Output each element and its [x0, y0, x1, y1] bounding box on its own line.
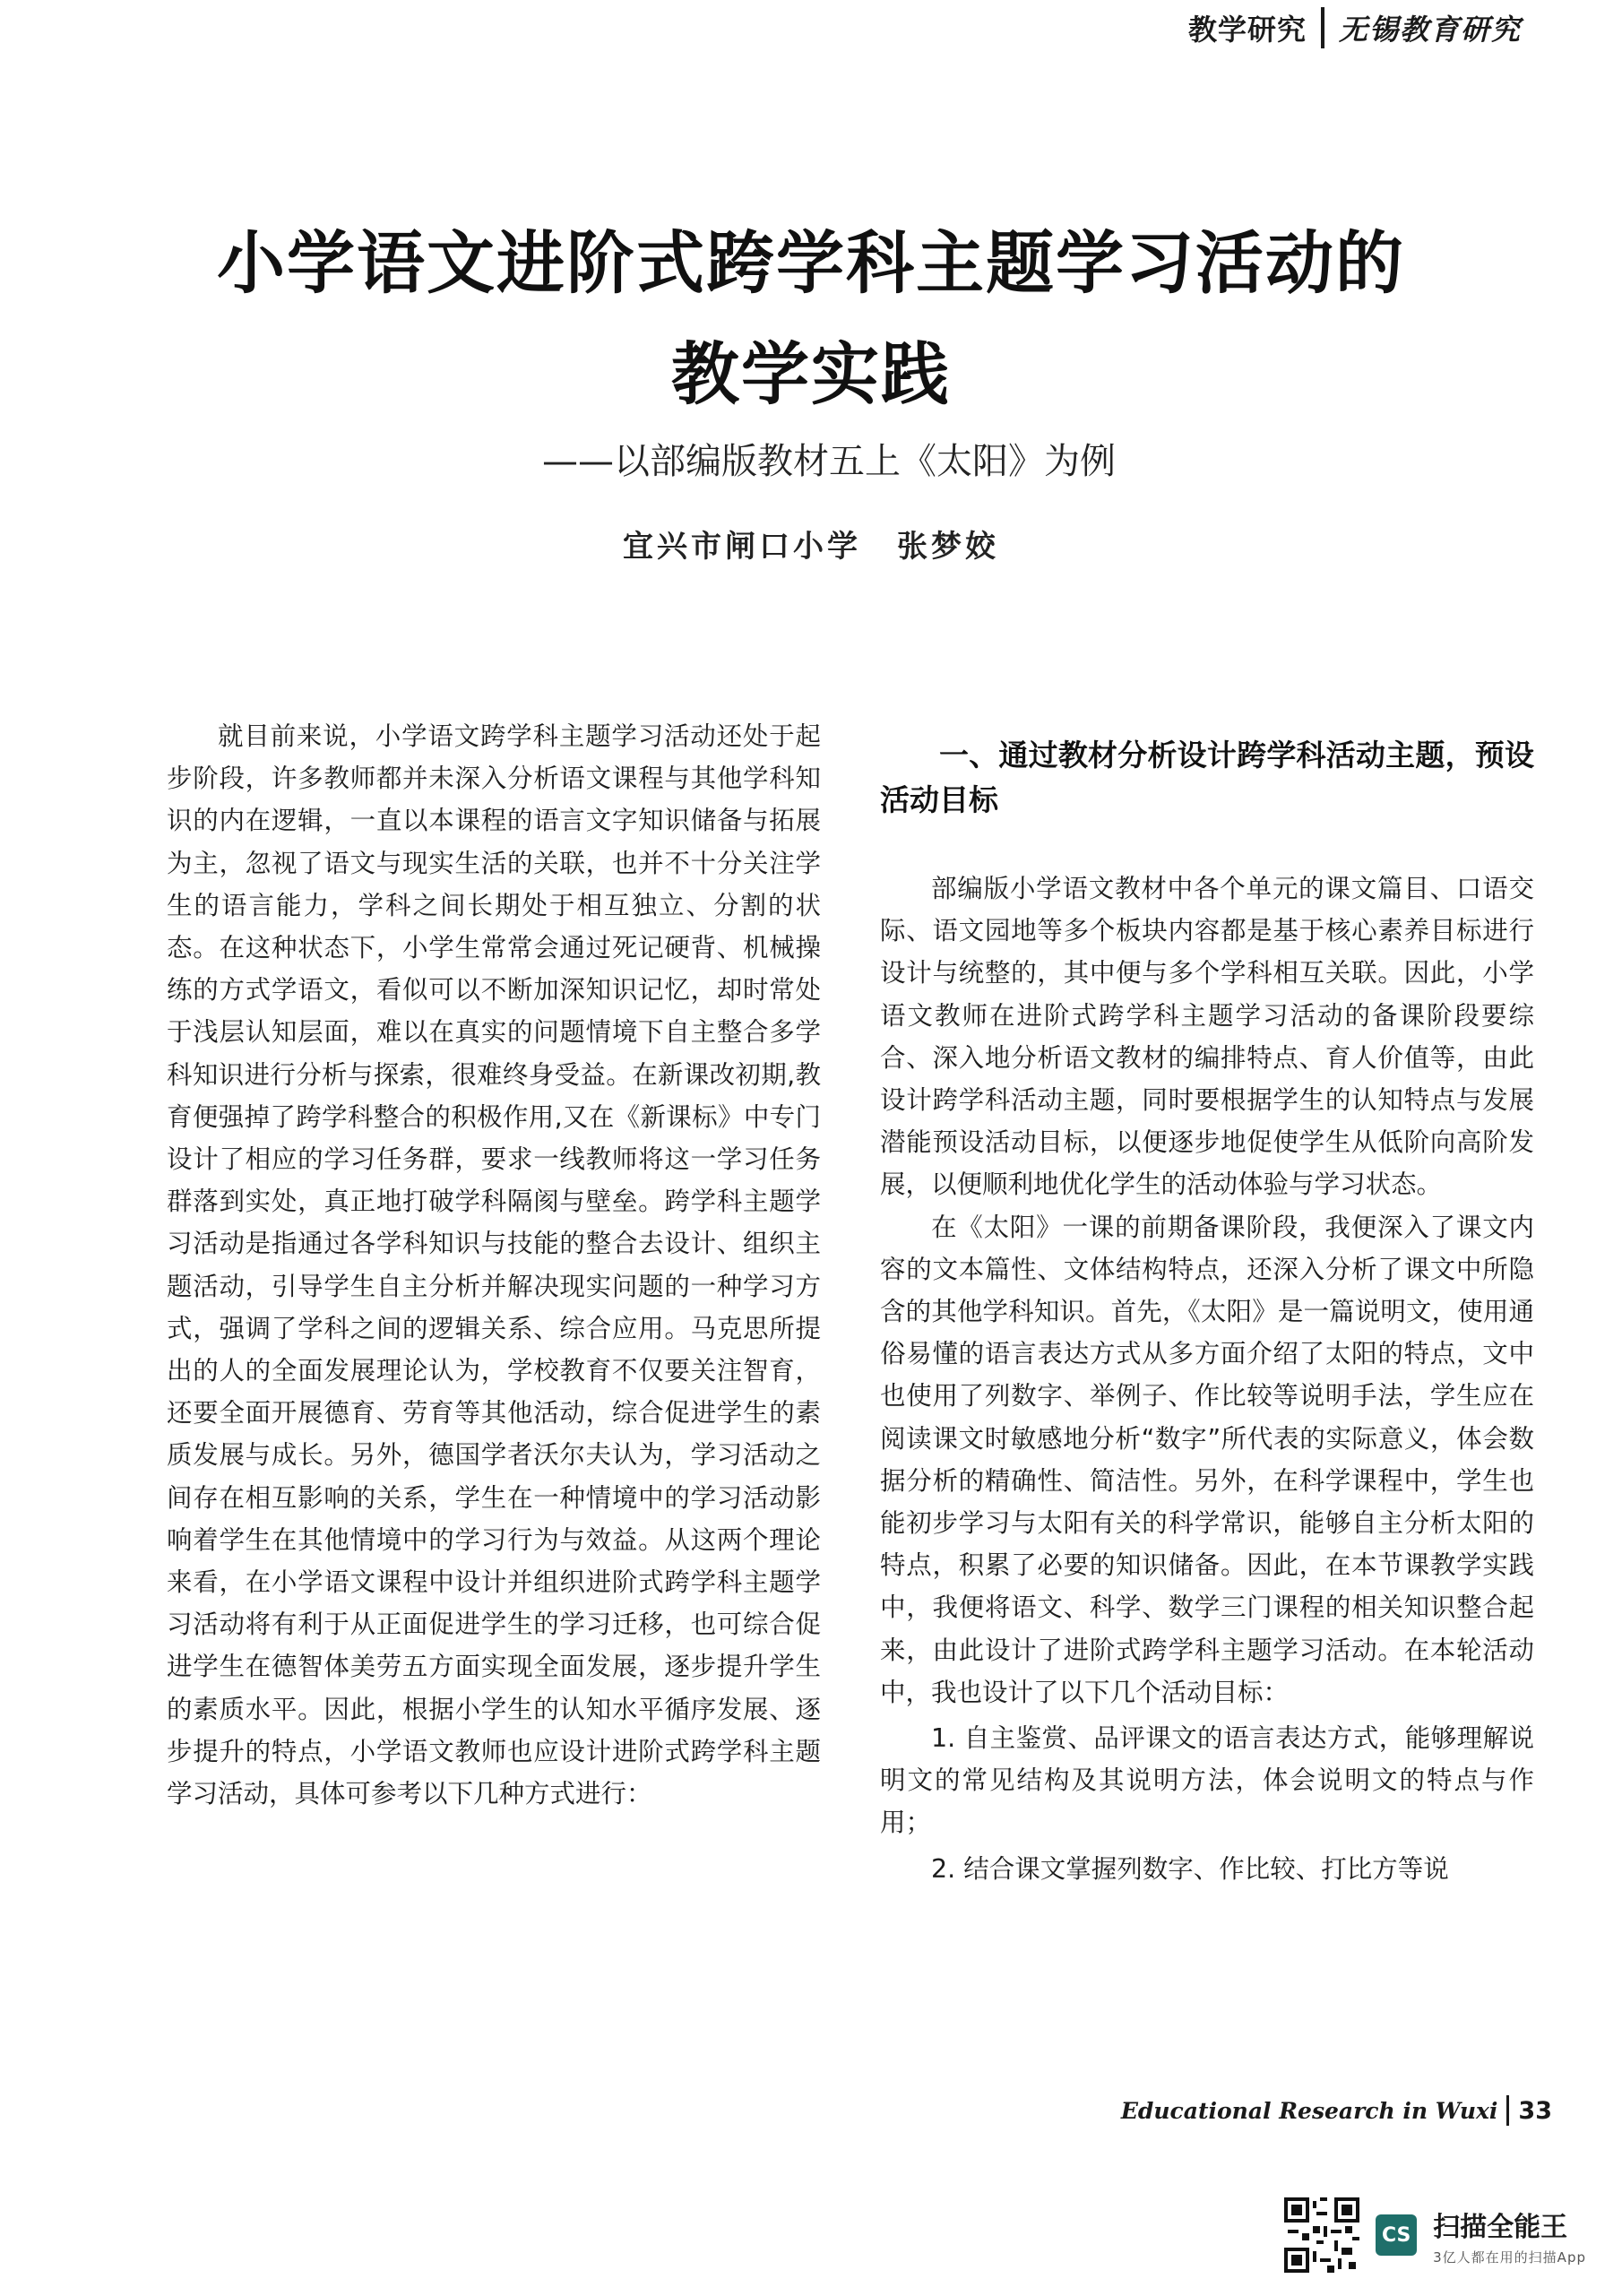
journal-name: 无锡教育研究 — [1338, 13, 1522, 47]
left-column — [167, 715, 821, 1815]
article-title — [0, 208, 1622, 430]
watermark-text — [1433, 2205, 1586, 2266]
body-paragraph: 在《太阳》一课的前期备课阶段，我便深入了课文内容的文本篇性、文体结构特点，还深入分析了课文中所隐含的其他学科知识。首先，《太阳》是一篇说明文，使用通俗易懂的语言表达方式从多方面介绍了太阳的特点，文中也使用了列数字、举例子、作比较等说明手法，学生应在阅读课文时敏感地分析“数字”所代表的实际意义，体会数据分析的精确性、简洁性。另外，在科学课程中，学生也能初步学习与太阳有关的科学常识，能够自主分析太阳的特点，积累了必要的知识储备。因此，在本节课教学实践中，我便将语文、科学、数学三门课程的相关知识整合起来，由此设计了进阶式跨学科主题学习活动。在本轮活动中，我也设计了以下几个活动目标： — [880, 1212, 1534, 1707]
watermark-tagline: 3亿人都在用的扫描App — [1433, 2249, 1586, 2266]
scanner-watermark — [1284, 2197, 1586, 2273]
page-number: 33 — [1518, 2096, 1552, 2125]
title-line-2: 教学实践 — [671, 334, 951, 414]
body-paragraph: 就目前来说，小学语文跨学科主题学习活动还处于起步阶段，许多教师都并未深入分析语文课程与其他学科知识的内在逻辑，一直以本课程的语言文字知识储备与拓展为主，忽视了语文与现实生活的关联，也并不十分关注学生的语言能力，学科之间长期处于相互独立、分割的状态。在这种状态下，小学生常常会通过死记硬背、机械操练的方式学语文，看似可以不断加深知识记忆，却时常处于浅层认知层面，难以在真实的问题情境下自主整合多学科知识进行分析与探索，很难终身受益。在新课改初期,教育便强掉了跨学科整合的积极作用,又在《新课标》中专门设计了相应的学习任务群，要求一线教师将这一学习任务群落到实处，真正地打破学科隔阂与壁垒。跨学科主题学习活动是指通过各学科知识与技能的整合去设计、组织主题活动，引导学生自主分析并解决现实问题的一种学习方式，强调了学科之间的逻辑关系、综合应用。马克思所提出的人的全面发展理论认为，学校教育不仅要关注智育，还要全面开展德育、劳育等其他活动，综合促进学生的素质发展与成长。另外，德国学者沃尔夫认为，学习活动之间存在相互影响的关系，学生在一种情境中的学习活动影响着学生在其他情境中的学习行为与效益。从这两个理论来看，在小学语文课程中设计并组织进阶式跨学科主题学习活动将有利于从正面促进学生的学习迁移，也可综合促进学生在德智体美劳五方面实现全面发展，逐步提升学生的素质水平。因此，根据小学生的认知水平循序发展、逐步提升的特点，小学语文教师也应设计进阶式跨学科主题学习活动，具体可参考以下几种方式进行： — [167, 721, 821, 1809]
right-column — [880, 715, 1534, 1890]
list-item: 2. 结合课文掌握列数字、作比较、打比方等说 — [931, 1853, 1449, 1884]
article-subtitle: ——以部编版教材五上《太阳》为例 — [542, 441, 1116, 482]
section-heading: 一、通过教材分析设计跨学科活动主题，预设活动目标 — [880, 738, 1534, 817]
page-footer — [1121, 2095, 1552, 2126]
byline — [0, 522, 1622, 565]
footer-divider — [1506, 2095, 1509, 2126]
title-line-1: 小学语文进阶式跨学科主题学习活动的 — [217, 223, 1405, 303]
running-header — [1188, 7, 1522, 48]
body-paragraph: 部编版小学语文教材中各个单元的课文篇目、口语交际、语文园地等多个板块内容都是基于核心素养目标进行设计与统整的，其中便与多个学科相互关联。因此，小学语文教师在进阶式跨学科主题学习活动的备课阶段要综合、深入地分析语文教材的编排特点、育人价值等，由此设计跨学科活动主题，同时要根据学生的认知特点与发展潜能预设活动目标，以便逐步地促使学生从低阶向高阶发展，以便顺利地优化学生的活动体验与学习状态。 — [880, 874, 1534, 1200]
author-affiliation: 宜兴市闸口小学 — [623, 529, 861, 565]
author-name: 张梦姣 — [897, 529, 999, 565]
header-divider — [1321, 7, 1324, 48]
qr-code-icon — [1284, 2197, 1359, 2273]
section-label: 教学研究 — [1187, 13, 1307, 47]
watermark-app-name: 扫描全能王 — [1433, 2211, 1568, 2243]
footer-journal-name: Educational Research in Wuxi — [1120, 2097, 1498, 2124]
list-item: 1. 自主鉴赏、品评课文的语言表达方式，能够理解说明文的常见结构及其说明方法，体会说明文的特点与作用； — [880, 1723, 1534, 1838]
cs-logo-icon: CS — [1376, 2214, 1417, 2256]
